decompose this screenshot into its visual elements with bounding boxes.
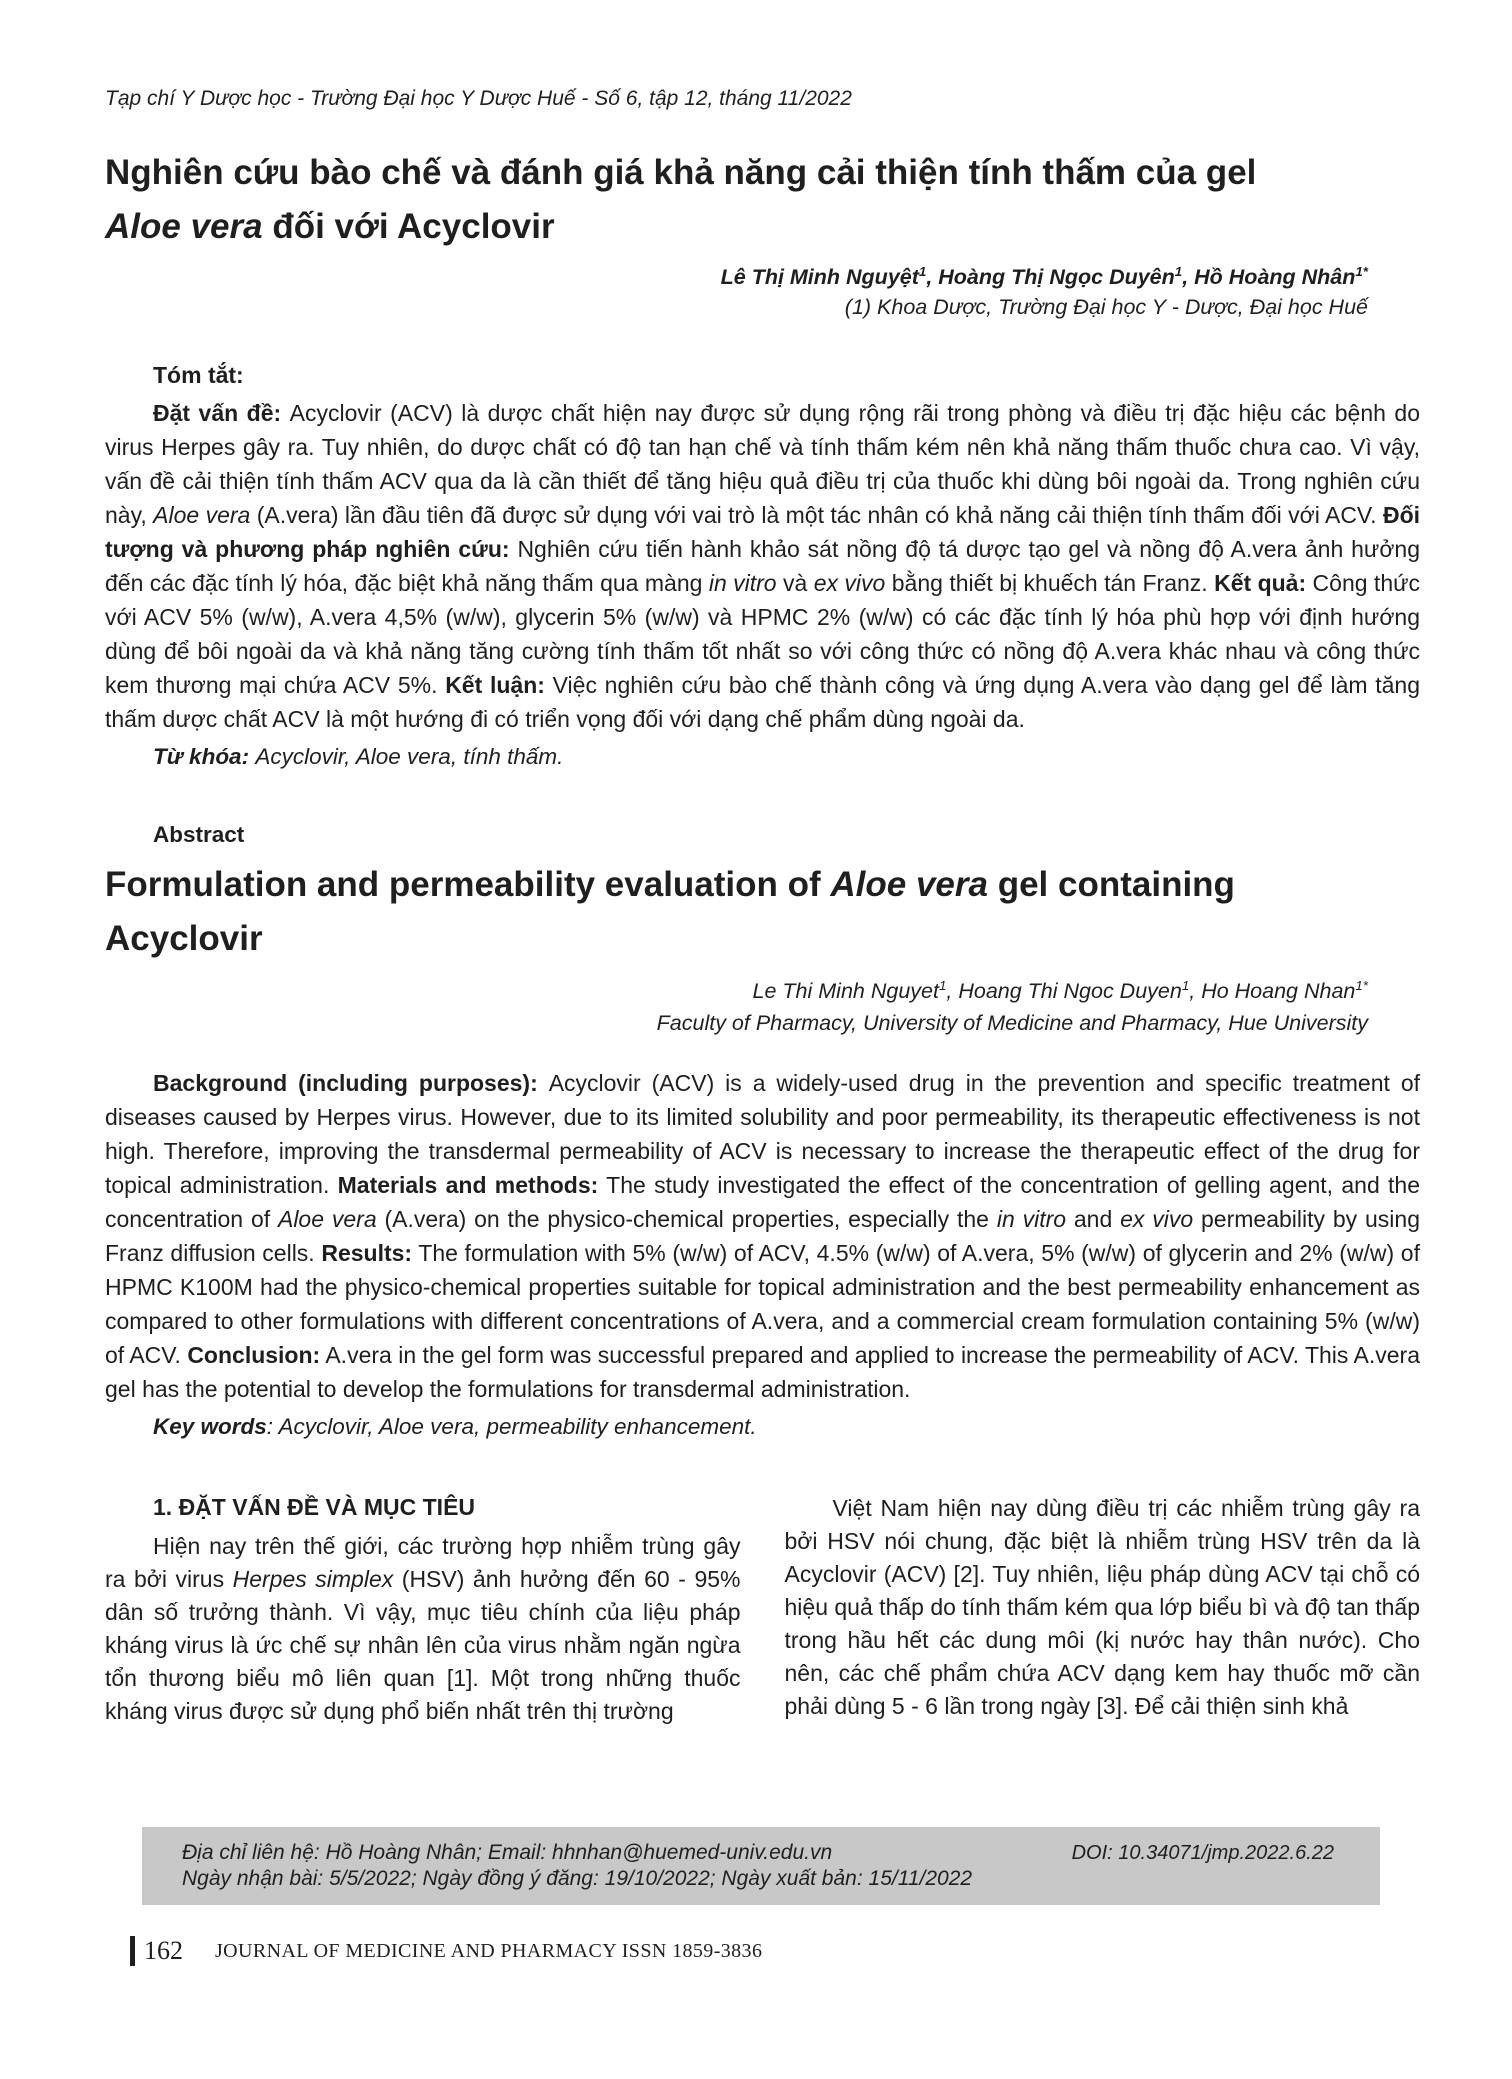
authors-en: Le Thi Minh Nguyet$^1$, Hoang Thi Ngoc Duyen$^1$, Ho Hoang Nhan$^{1*}$ — [752, 977, 1368, 1003]
intro-paragraph-left: Hiện nay trên thế giới, các trường hợp nhiễm trùng gây ra bởi virus Herpes simplex (HSV) ảnh hưởng đến 60 - 95% dân số trưởng thành. Vì vậy, mục tiêu chính của liệu pháp kháng virus là ức chế sự nhân lên của virus nhằm ngăn ngừa tổn thương biểu mô liên quan [1]. Một trong những thuốc kháng virus được sử dụng phổ biến nhất trên thị trường — [105, 1533, 741, 1724]
abstract-heading-vi: Tóm tắt: — [153, 362, 244, 388]
keywords-en: Key words: Acyclovir, Aloe vera, permeability enhancement. — [153, 1414, 757, 1439]
doi: DOI: 10.34071/jmp.2022.6.22 — [1071, 1842, 1334, 1864]
left-column — [105, 1492, 741, 1728]
abstract-paragraph-vi: Đặt vấn đề: Acyclovir (ACV) là dược chất hiện nay được sử dụng rộng rãi trong phòng và điều trị đặc hiệu các bệnh do virus Herpes gây ra. Tuy nhiên, do dược chất có độ tan hạn chế và tính thấm kém nên khả năng thấm thuốc chưa cao. Vì vậy, vấn đề cải thiện tính thấm ACV qua da là cần thiết để tăng hiệu quả điều trị của thuốc khi dùng bôi ngoài da. Trong nghiên cứu này, Aloe vera (A.vera) lần đầu tiên đã được sử dụng với vai trò là một tác nhân có khả năng cải thiện tính thấm đối với ACV. Đối tượng và phương pháp nghiên cứu: Nghiên cứu tiến hành khảo sát nồng độ tá dược tạo gel và nồng độ A.vera ảnh hưởng đến các đặc tính lý hóa, đặc biệt khả năng thấm qua màng in vitro và ex vivo bằng thiết bị khuếch tán Franz. Kết quả: Công thức với ACV 5% (w/w), A.vera 4,5% (w/w), glycerin 5% (w/w) và HPMC 2% (w/w) có các đặc tính lý hóa phù hợp với định hướng dùng để bôi ngoài da và khả năng tăng cường tính thấm tốt nhất so với công thức có nồng độ A.vera khác nhau và công thức kem thương mại chứa ACV 5%. Kết luận: Việc nghiên cứu bào chế thành công và ứng dụng A.vera vào dạng gel để làm tăng thấm dược chất ACV là một hướng đi có triển vọng đối với dạng chế phẩm dùng ngoài da. — [105, 400, 1421, 732]
authors-vi: Lê Thị Minh Nguyệt$^1$, Hoàng Thị Ngọc Duyên$^1$, Hồ Hoàng Nhân$^{1*}$ — [720, 263, 1368, 289]
abstract-label-en: Abstract — [153, 822, 245, 847]
journal-name: JOURNAL OF MEDICINE AND PHARMACY ISSN 1859-3836 — [215, 1939, 763, 1962]
footer-divider-bar — [130, 1936, 135, 1966]
affiliation-en: Faculty of Pharmacy, University of Medicine and Pharmacy, Hue University — [656, 1011, 1368, 1035]
journal-header: Tạp chí Y Dược học - Trường Đại học Y Dược Huế - Số 6, tập 12, tháng 11/2022 — [105, 87, 852, 110]
article-title-vi: Nghiên cứu bào chế và đánh giá khả năng cải thiện tính thấm của gel Aloe vera đối với Acyclovir — [105, 153, 1257, 246]
submission-dates: Ngày nhận bài: 5/5/2022; Ngày đồng ý đăng: 19/10/2022; Ngày xuất bản: 15/11/2022 — [182, 1867, 973, 1890]
contact-info-box — [142, 1827, 1380, 1905]
contact-address: Địa chỉ liên hệ: Hồ Hoàng Nhân; Email: hhnhan@huemed-univ.edu.vn — [182, 1841, 833, 1864]
page-content — [105, 0, 1420, 1728]
keywords-vi: Từ khóa: Acyclovir, Aloe vera, tính thấm. — [153, 744, 564, 769]
right-column — [785, 1492, 1421, 1728]
affiliation-vi: (1) Khoa Dược, Trường Đại học Y - Dược, Đại học Huế — [844, 295, 1368, 319]
two-column-section — [105, 1492, 1420, 1728]
page-number: 162 — [144, 1936, 183, 1965]
section-1-heading: 1. ĐẶT VẤN ĐỀ VÀ MỤC TIÊU — [153, 1494, 476, 1520]
article-title-en: Formulation and permeability evaluation of Aloe vera gel containing Acyclovir — [105, 865, 1235, 958]
contact-row — [182, 1840, 1334, 1866]
page-footer — [130, 1936, 762, 1966]
intro-paragraph-right: Việt Nam hiện nay dùng điều trị các nhiễm trùng gây ra bởi HSV nói chung, đặc biệt là nhiễm trùng HSV trên da là Acyclovir (ACV) [2]. Tuy nhiên, liệu pháp dùng ACV tại chỗ có hiệu quả thấp do tính thấm kém qua lớp biểu bì và độ tan thấp trong hầu hết các dung môi (kị nước hay thân nước). Cho nên, các chế phẩm chứa ACV dạng kem hay thuốc mỡ cần phải dùng 5 - 6 lần trong ngày [3]. Để cải thiện sinh khả — [784, 1495, 1420, 1719]
abstract-paragraph-en: Background (including purposes): Acyclovir (ACV) is a widely-used drug in the prevention and specific treatment of diseases caused by Herpes virus. However, due to its limited solubility and poor permeability, its therapeutic effectiveness is not high. Therefore, improving the transdermal permeability of ACV is necessary to increase the therapeutic effect of the drug for topical administration. Materials and methods: The study investigated the effect of the concentration of gelling agent, and the concentration of Aloe vera (A.vera) on the physico-chemical properties, especially the in vitro and ex vivo permeability by using Franz diffusion cells. Results: The formulation with 5% (w/w) of ACV, 4.5% (w/w) of A.vera, 5% (w/w) of glycerin and 2% (w/w) of HPMC K100M had the physico-chemical properties suitable for topical administration and the best permeability enhancement as compared to other formulations with different concentrations of A.vera, and a commercial cream formulation containing 5% (w/w) of ACV. Conclusion: A.vera in the gel form was successful prepared and applied to increase the permeability of ACV. This A.vera gel has the potential to develop the formulations for transdermal administration. — [105, 1070, 1421, 1402]
